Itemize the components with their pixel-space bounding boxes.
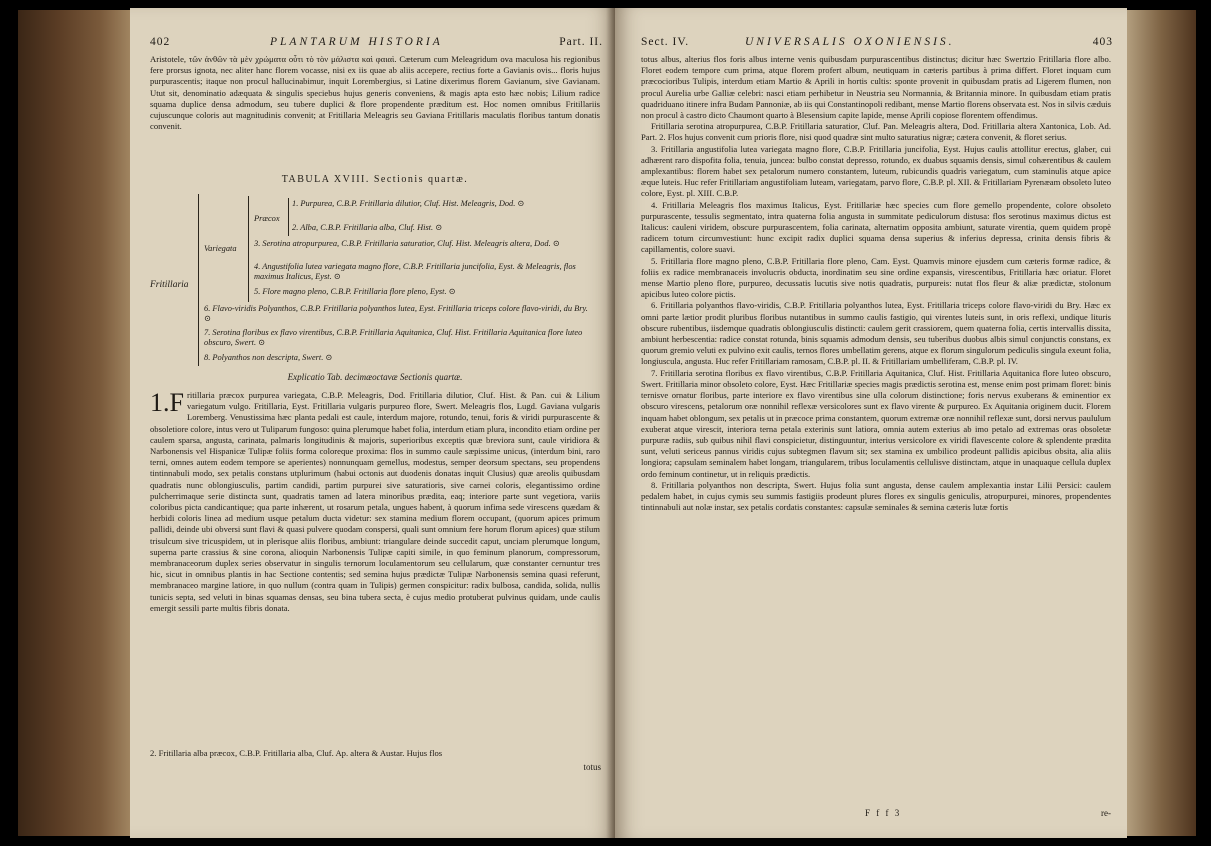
left-page [130, 8, 615, 838]
key-brace-variegata [248, 196, 249, 302]
right-paragraph-4: 4. Fritillaria Meleagris flos maximus Italicus, Eyst. Fritillariæ hæc species cum flore gemello propendente, colore obsoleto purpurascente, tessulis segmentato, intra quaterna folia angusta in summitate pediculorum distusa: flos serotinus maximus dictus est Italicus: cauleni viridem, obscure purpurascentem, folia carinata, alternatim opposita ambiunt, saturate virentia, quem quidem propè radicem totum circumvestiunt: hunc excipit radix duplici squama densa superius & inferius depressa, crinita densis fibris & capillamentis, colore suavi. [641, 199, 1111, 255]
left-catchword: totus [583, 762, 601, 772]
right-paragraph-7: 7. Fritillaria serotina floribus ex flavo virentibus, C.B.P. Fritillaria Aquitanica, Cluf. Hist. Fritillaria Aquitanica flore luteo obscuro, Swert. Fritillaria minor obsoleto colore, Eyst. Hæc Fritillariæ species magis prædictis serotina est, mense enim post primam floret: binis ternisve ornatur floribus, parte interiore ex flavo virentibus sine ulla colorum distinctione; foris nervus exuberans & eminentior ex obscuro virescens, petalorum oræ nonnihil reflexæ versicolores sunt ex flavo virente & purpureo. Ex Aquitania originem ducit. Florem inquam habet oblongum, sex petalis ut in præcoce prima constantem, quorum extremæ oræ nonnihil reflexæ sunt, dorsi nervus paululum exuberat atque virescit, interiora terna petala exterinis sunt latiora, omnia autem exterius ab imo petalo ad extremas oras obsoletæ purpuræ radiis, sub quibus nihil flavi conspicietur, distinguuntur, interius versicolore ex viridi flavescente colore & splendente prædita sunt, veluti sericeus pannus viridis cujus subtegmen flavum sit; sex stamina ex umbilico prodeunt pallidis apicibus obsita, alia aliis longiora; capsulam seminalem habet longam, triangularem, tribus loculamentis cellulisve distinctam, atque in unaquaque cellula duplex ordo feminum continetur, ut in reliquis prædictis. [641, 367, 1111, 479]
right-paragraph-5: 5. Fritillaria flore magno pleno, C.B.P. Fritillaria flore pleno, Cam. Eyst. Quamvis minore ejusdem cum cæteris formæ radice, & foliis ex radice membranaceis involucris obducta, inordinatim seu sine ordine expansis, virescentibus, Fritillaria hæc oriatur. Floret mense Martio pleno flore, purpureo, decussatis lucutis sive notis quadratis, purpureis: nutat flos fleur & aliæ prædictæ, stolonum apicibus luteo colore pictis. [641, 255, 1111, 300]
key-praecox: Præcox [254, 214, 280, 223]
right-page-number: 403 [1092, 36, 1113, 48]
key-item-8: 8. Polyanthos non descripta, Swert. ⊙ [204, 353, 333, 362]
signature-mark: F f f 3 [865, 808, 902, 818]
intro-paragraph: Aristotele, τῶν ἀνθῶν τὰ μὲν χρώματα οὗτι τὸ τὸν μάλιστα καὶ φαιαὶ. Cæterum cum Meleagridum ova maculosa his regionibus fere prorsus ignota, nec aliter hanc florem vocasse, nisi ex iis quae ab aliis accepere, rectius forte a Gavianis ovis... floris hujus purpurascentis; itaque non procul hallucinabimur, inquit Lorembergius, si Latine dixerimus florem Gavianum, sive Gavianam. Utut sit, denominatio adæquata & singulis speciebus hujus generis conveniens, & magis apta esto hæc nobis; Lilium radice squama duplice densa admodum, seu tubere duplici & flore propendente præditum est. Hoc nomen omnibus Fritillariis cujuscunque coloris aut magnitudinis convenit; at Fritillaria Meleagris seu Gaviana Fritillaris maculatis floribus tantum donatis convenit. [150, 54, 600, 132]
right-paragraph-2: Fritillaria serotina atropurpurea, C.B.P. Fritillaria saturatior, Cluf. Pan. Meleagris altera, Dod. Fritillaria altera Xantonica, Lob. Ad. Part. 2. Flos hujus convenit cum prioris flore, nisi quod quadræ sint multo saturatius nigræ; cætera convenit, & floret serius. [641, 121, 1111, 143]
open-book [18, 8, 1196, 838]
right-paragraph-1: totus albus, alterius flos foris albus interne venis quibusdam purpurascentibus distinctus; dicitur hæc Swertzio Fritillaria flore albo. Floret eodem tempore cum prima, atque florem profert album, neutiquam in cæteris partibus à prima differt. Floret inquam cum præcocioribus Tulipis, interdum etiam Martio & Aprili in hortis cultis: sponte provenit in quibusdam pratis ad Ligerem flumen, non procul Aurelia urbe Galliæ celebri: nasci etiam perhibetur in Neustria seu Normannia, & Britannia minore. In quibusdam etiam pratis quadriduano itinere infra Budam Pannoniæ, ab iis qui Constantinopoli redibant, mense Martio florens observata est. Nos in silvis cæduis non procul à castro dicto Chaumont quarto à Blesensium capite lapide, mense Aprili copiose florentem offendimus. [641, 54, 1111, 121]
main-text-block [150, 390, 600, 712]
key-item-2: 2. Alba, C.B.P. Fritillaria alba, Cluf. Hist. ⊙ [292, 223, 443, 232]
left-page-number: 402 [150, 36, 171, 48]
key-brace-genus [198, 194, 199, 366]
key-item-1: 1. Purpurea, C.B.P. Fritillaria dilutior, Cluf. Hist. Meleagris, Dod. ⊙ [292, 199, 525, 208]
key-genus: Fritillaria [150, 280, 189, 290]
explicatio-heading: Explicatio Tab. decimæoctavæ Sectionis quartæ. [287, 372, 463, 382]
right-paragraph-3: 3. Fritillaria angustifolia lutea variegata magno flore, C.B.P. Fritillaria juncifolia, Eyst. Hujus caulis attollitur erectus, glaber, cui adhærent raro dispofita folia, tenuia, juncea: bulbo constat depresso, rotundo, ex duabus squamis densis, simul cohærentibus & caulem amplexantibus: florem habet sex petalorum numero constantem, luteum, rubicundis quadris variegatum, cum staminulis atque apice æque luteis. Huc refer Fritillariam angustifoliam luteam, variegatam, parvo flore, C.B.P. pl. XII. & Fritillariam Pyrenæam obsoleto luteo colore, Eyst. pl. XIII. C.B.P. [641, 143, 1111, 199]
book-edge-left [18, 10, 136, 836]
key-item-6: 6. Flavo-viridis Polyanthos, C.B.P. Fritillaria polyanthos lutea, Eyst. Fritillaria triceps colore flavo-viridi, du Bry. ⊙ [204, 304, 588, 323]
key-brace-praecox [288, 198, 289, 236]
right-text-block [641, 54, 1111, 802]
main-text: ritillaria præcox purpurea variegata, C.B.P. Meleagris, Dod. Fritillaria dilutior, Cluf. Hist. & Pan. cui & Lilium variegatum vulgo. Fritillaria, Eyst. Fritillaria vulgaris purpureo flore, Swert. Meleagris flos, Lugd. Gaviana vulgaris Loremberg. Venustissima hæc planta pedali est caule, interdum majore, rotundo, tenui, foris & viridi purpurascente & obsoletiore colore, intus vero ut Tuliparum fungoso: quina plerumque habet folia, interdum etiam plura, incondito etiam ordine per caulem sparsa, angusta, carinata, palmaris longitudinis & majoris, superioribus exceptis quæ breviora sunt, caule viridiora & Narbonensis vel Hispanicæ Tulipæ foliis forma coloreque proxima: flos in summo caule sæpissime unicus, (interdum bini, raro terni, omnes autem eodem tempore se aperientes) nonnunquam gemellus, modestus, semper deorsum spectans, seu propendens tintinnabuli modo, sex petalis constans utplurimum (habui octonis aut duodenis donatas inquit Clusius) quæ areolis quibusdam quadratis nunc oblongiusculis, partim candidi, partim purpurei sive saturatioris, sive carnei coloris, elegantissimo ordine pulcherrimaque serie distincta sunt, quadratis tamen ad latera minoribus prædita, eaq; interiore parte sunt vegetiora, variis coloribus picta candicantique; qua parte inhærent, ut rosarum petala, ungues habent, à quorum infima sede virescens quædam & herbidi coloris linea ad medium usque petalum ducta videtur: sex stamina medium florem occupant, (quorum apices primum pallidi, deinde ubi obversi sunt flavi & quasi pulvere quodam conspersi, quali sunt omnium fere horum florum apices) quæ stilum trisulcum sive tricuspidem, ut in plerisque aliis floribus, ambiunt: triangulare deinde succedit caput, unciam plerumque longum, superna parte crassius & sine corona, alioquin Narbonensis Tulipæ capiti simile, in quo feminum planorum, compressorum, membranaceorum duplex series observatur in singulis ternorum loculamentorum seu cellularum, quæ constanter cernuntur tres hic, sicut in omnibus plantis in hac Sectione contentis; sed semina hujus prædictæ Tulipæ Narbonensis semina quasi referunt, membranaceo margine latiore, in quo nullum (contra quam in Tulipis) germen conspicitur: radix bulbosa, candida, solida, nullis tunicis septa, sed veluti in binas squamas densas, seu bina tubera secta, è cujus medio protuberat pulvinus quidam, unde caulis emergit sessili parte multis fibris donata. [150, 390, 600, 613]
key-item-4: 4. Angustifolia lutea variegata magno flore, C.B.P. Fritillaria juncifolia, Eyst. & Meleagris, flos maximus Italicus, Eyst. ⊙ [254, 262, 576, 281]
right-catchword: re- [1101, 808, 1111, 818]
key-item-7: 7. Serotina floribus ex flavo virentibus, C.B.P. Fritillaria Aquitanica, Cluf. Hist. Fritillaria Aquitanica flore luteo obscuro, Swert. ⊙ [204, 328, 583, 347]
key-item-5: 5. Flore magno pleno, C.B.P. Fritillaria flore pleno, Eyst. ⊙ [254, 287, 456, 296]
right-paragraph-6: 6. Fritillaria polyanthos flavo-viridis, C.B.P. Fritillaria polyanthos lutea, Eyst. Fritillaria triceps colore flavo-viridi du Bry. Hæc ex omni parte lætior prodit pluribus floribus nutantibus in summo caulis fastigio, qui virentes luteis sunt, in oris reflexi, undique lituris obscure rubentibus, iisdemque quadratis oblongiusculis distincti: caulem gerit crassiorem, quem quaterna folia, certis intervallis dissita, ambiunt herbescentia: radice constat rotunda, binis squamis admodum densis, seu tuberibus duobus albis simul conjunctis constans, ex quorum gremio veluti ex pulvino exit caulis, ternos flores umbellatim gerens, atque ex florum singulorum pediculis singula exeunt folia, longiuscula, angusta. Huc refer Fritillariam ramosam, C.B.P. pl. II. & Fritillariam umbelliferam, C.B.P. pl. IV. [641, 300, 1111, 367]
right-running-title: UNIVERSALIS OXONIENSIS. [745, 36, 955, 48]
drop-cap-f: 1.F [150, 390, 184, 417]
left-running-title: PLANTARUM HISTORIA [270, 36, 443, 48]
item-2-text: 2. Fritillaria alba præcox, C.B.P. Fritillaria alba, Cluf. Ap. altera & Austar. Hujus flos [150, 748, 443, 758]
left-part-label: Part. II. [559, 36, 603, 48]
table-title: TABULA XVIII. Sectionis quartæ. [281, 174, 469, 185]
right-page [615, 8, 1127, 838]
right-paragraph-8: 8. Fritillaria polyanthos non descripta, Swert. Hujus folia sunt angusta, dense caulem amplexantia instar Lilii Persici: caulem pedalem habet, in cujus cymis seu summis fastigiis prodeunt plures flores ex singulis geniculis, atropurpurei, minores, propendentes tintinnabuli aut nolæ instar, sex petalis cordatis constantes: capsulæ seminales & semina cæteris lutæ fortis [641, 479, 1111, 513]
book-edge-right [1126, 10, 1196, 836]
key-variegata: Variegata [204, 244, 237, 253]
key-item-3: 3. Serotina atropurpurea, C.B.P. Fritillaria saturatior, Cluf. Hist. Meleagris altera, Dod. ⊙ [254, 239, 560, 248]
right-section-label: Sect. IV. [641, 36, 690, 48]
